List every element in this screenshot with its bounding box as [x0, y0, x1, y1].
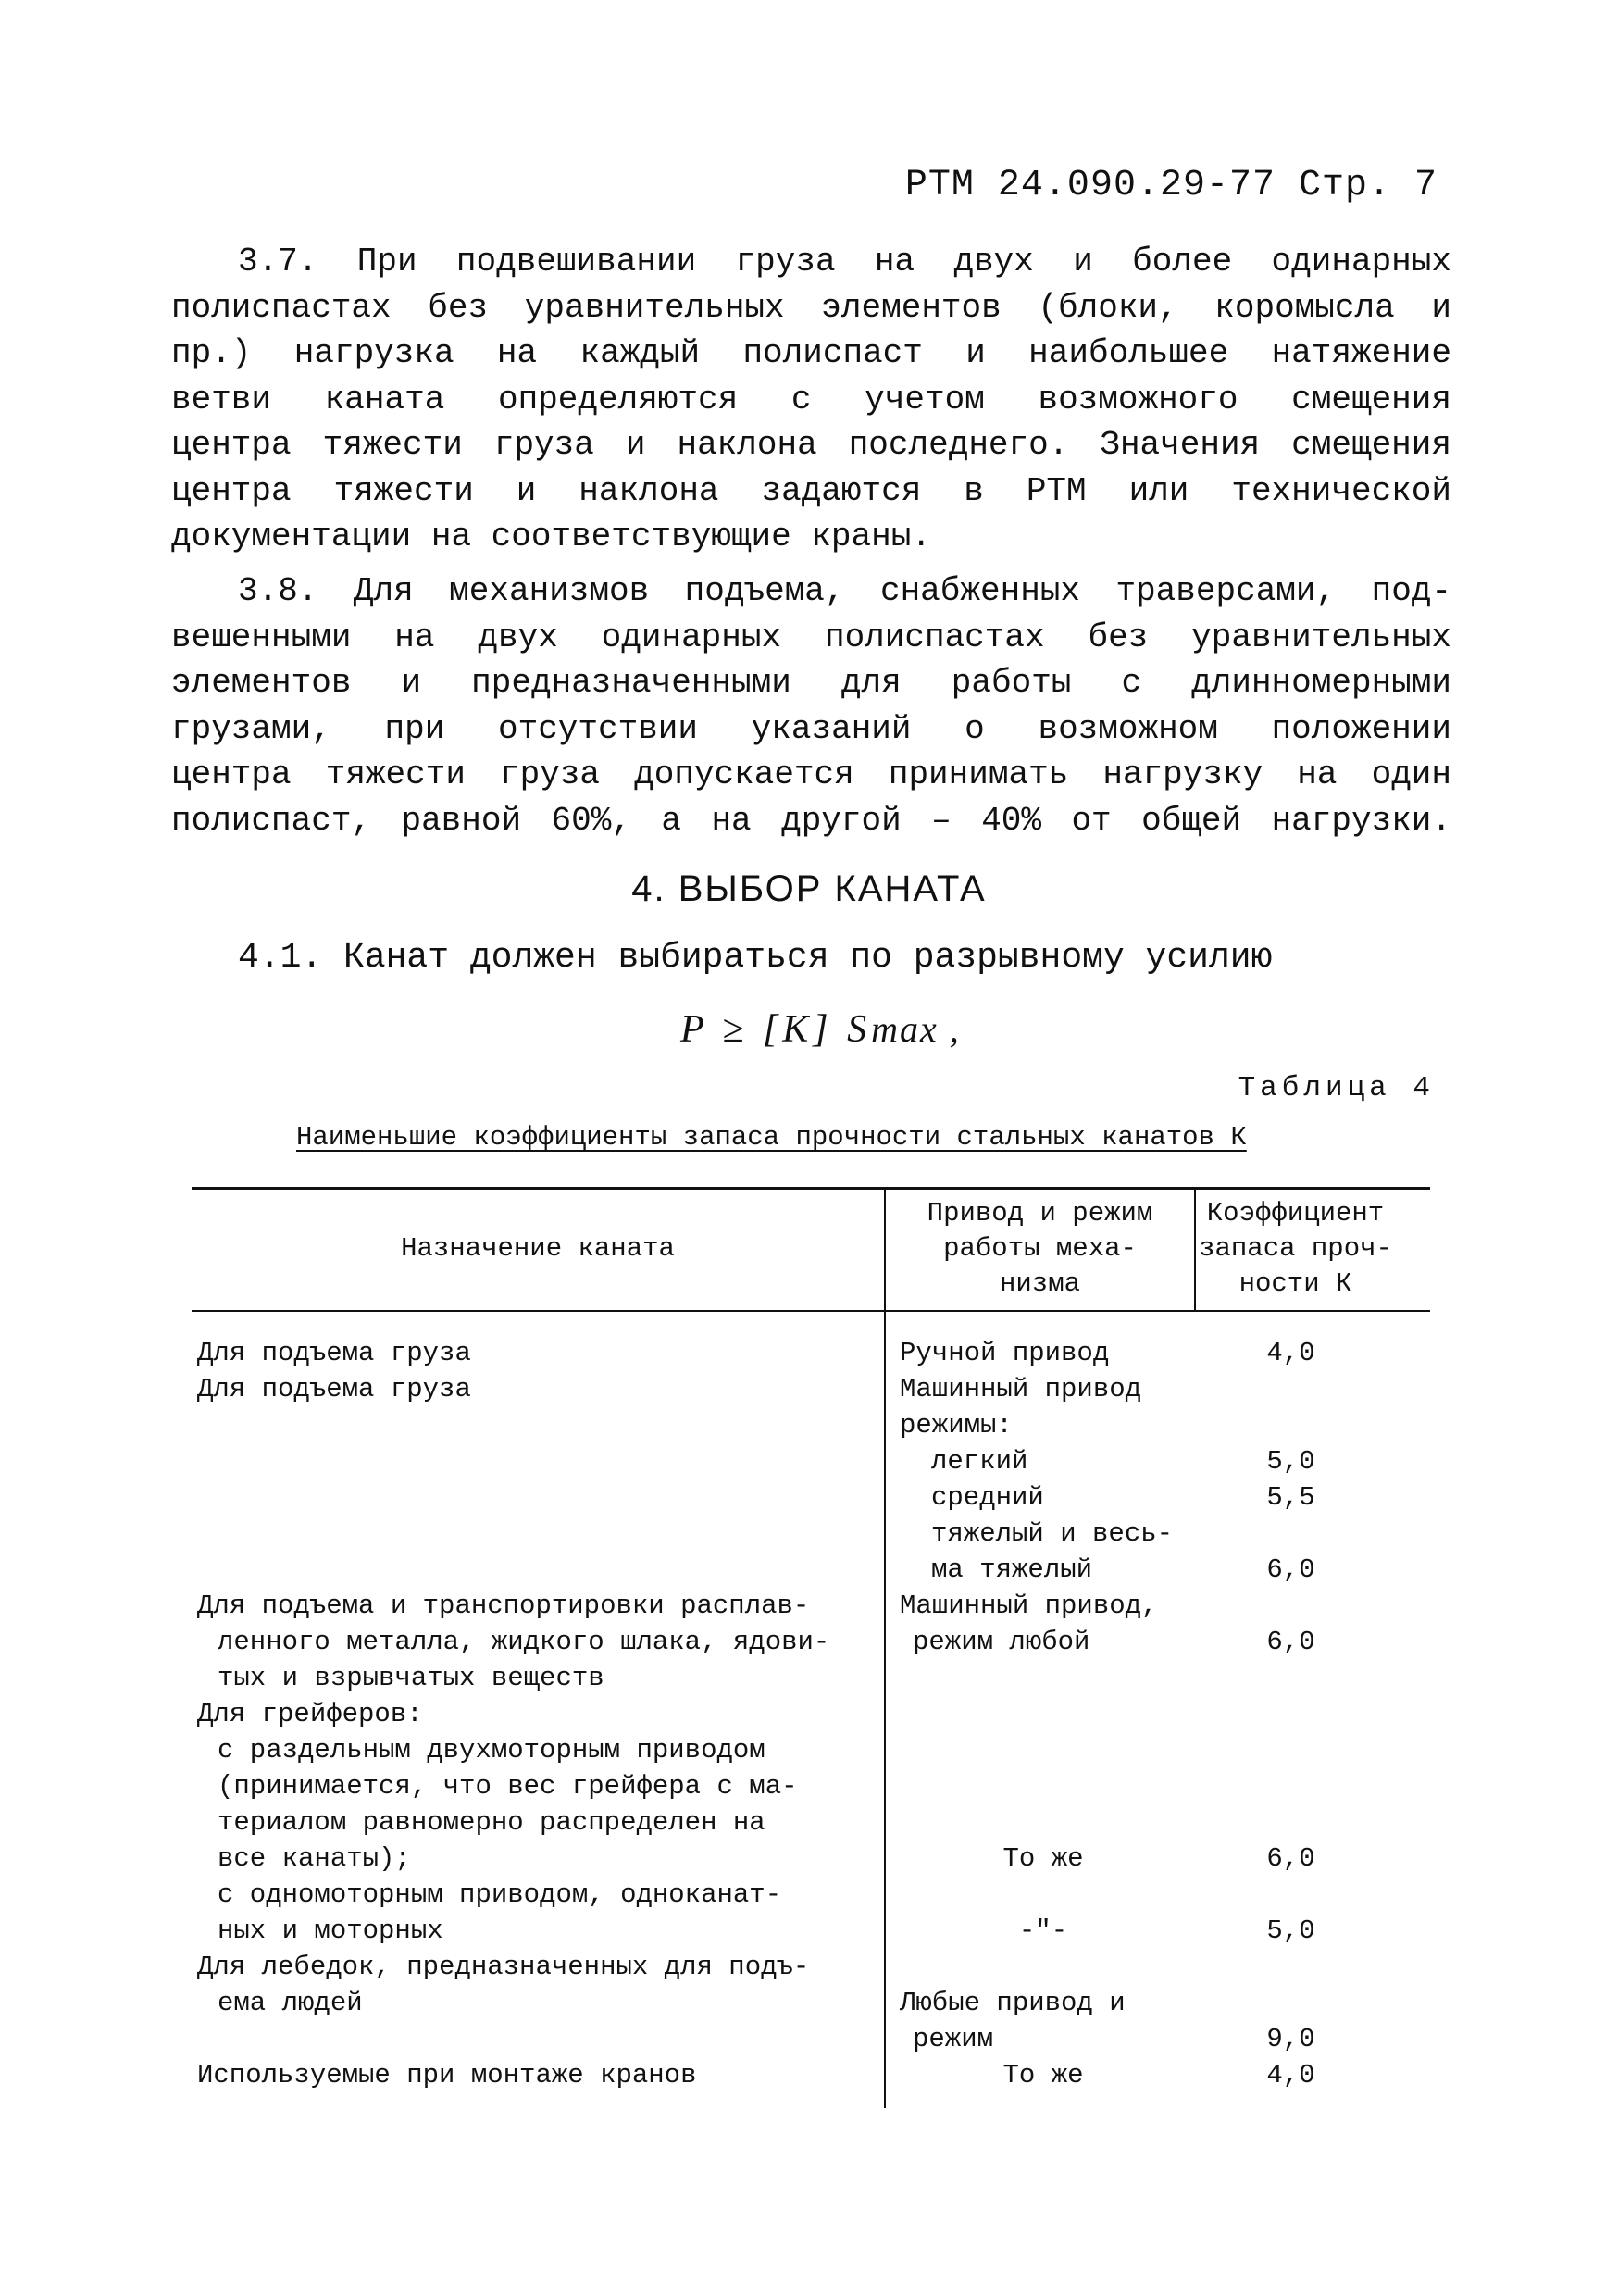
table-row — [192, 1841, 1430, 1877]
cell-purpose: с одномоторным приводом, одноканат- — [218, 1879, 782, 1910]
table-row — [192, 1913, 1430, 1949]
cell-purpose: ема людей — [218, 1988, 363, 2018]
cell-purpose: ных и моторных — [218, 1915, 443, 1946]
text-line: грузами, при отсутствии указаний о возможном положении — [171, 709, 1451, 748]
coefficients-table — [192, 1187, 1430, 2108]
text-line: 3.7. При подвешивании груза на двух и более одинарных — [238, 243, 1451, 281]
page-header: РТМ 24.090.29-77 Стр. 7 — [904, 165, 1438, 206]
text-line: вешенными на двух одинарных полиспастах без уравнительных — [171, 618, 1451, 656]
cell-coefficient: 6,0 — [1266, 1843, 1315, 1874]
formula-subscript: max , — [871, 1008, 961, 1050]
cell-drive: То же — [1002, 2060, 1084, 2090]
cell-purpose: Для лебедок, предназначенных для подъ- — [197, 1952, 810, 1982]
header-line: запаса проч- — [1199, 1233, 1392, 1264]
cell-purpose: териалом равномерно распределен на — [218, 1807, 765, 1838]
table-row — [192, 2021, 1430, 2057]
table-row — [192, 1804, 1430, 1841]
paragraph-3-8 — [171, 568, 1451, 843]
cell-purpose: тых и взрывчатых веществ — [218, 1663, 604, 1693]
cell-drive: -"- — [1018, 1915, 1068, 1946]
text-line: полиспаст, равной 60%, а на другой – 40% от общей нагрузки. — [171, 801, 1451, 840]
table-row — [192, 1335, 1430, 1371]
table-title: Наименьшие коэффициенты запаса прочности стальных канатов К — [296, 1122, 1247, 1153]
cell-drive: тяжелый и весь- — [931, 1518, 1174, 1549]
cell-purpose: Для подъема груза — [197, 1374, 471, 1404]
text-line: документации на соответствующие краны. — [171, 518, 931, 555]
table-row — [192, 1877, 1430, 1913]
header-drive — [886, 1196, 1194, 1302]
table-row — [192, 1660, 1430, 1696]
cell-coefficient: 4,0 — [1266, 1338, 1315, 1368]
table-row — [192, 1732, 1430, 1768]
cell-drive: ма тяжелый — [931, 1554, 1093, 1585]
table-row — [192, 1407, 1430, 1443]
text-line: центра тяжести и наклона задаются в РТМ или технической — [171, 471, 1451, 510]
table-row — [192, 1371, 1430, 1407]
cell-drive: режимы: — [900, 1410, 1013, 1441]
cell-purpose: Для грейферов: — [197, 1699, 423, 1729]
table-row — [192, 1624, 1430, 1660]
cell-drive: режим — [913, 2024, 994, 2054]
cell-coefficient: 5,0 — [1266, 1446, 1315, 1477]
table-row — [192, 1949, 1430, 1985]
table-row — [192, 1588, 1430, 1624]
text-line: элементов и предназначенными для работы с длинномерными — [171, 664, 1451, 702]
text-line: ветви каната определяются с учетом возможного смещения — [171, 380, 1451, 418]
cell-drive: Ручной привод — [900, 1338, 1110, 1368]
text-line: центра тяжести груза допускается принимать нагрузку на один — [171, 755, 1451, 793]
cell-purpose: все канаты); — [218, 1843, 411, 1874]
table-row — [192, 1479, 1430, 1516]
cell-coefficient: 9,0 — [1266, 2024, 1315, 2054]
header-line: Коэффициент — [1206, 1198, 1385, 1229]
cell-drive: Машинный привод, — [900, 1591, 1158, 1621]
table-row — [192, 1696, 1430, 1732]
header-coefficient — [1196, 1196, 1395, 1302]
cell-purpose: Для подъема груза — [197, 1338, 471, 1368]
cell-drive: средний — [931, 1482, 1044, 1513]
paragraph-3-7 — [171, 239, 1451, 560]
header-line: ности К — [1238, 1268, 1352, 1299]
table-row — [192, 1443, 1430, 1479]
table-label: Таблица 4 — [1238, 1072, 1435, 1104]
cell-drive: Любые привод и — [900, 1988, 1126, 2018]
cell-coefficient: 5,0 — [1266, 1915, 1315, 1946]
header-purpose: Назначение каната — [401, 1233, 675, 1264]
header-line: Привод и режим — [927, 1198, 1153, 1229]
formula-main: P ≥ [K] S — [680, 1008, 872, 1051]
table-row — [192, 1985, 1430, 2021]
section-heading: 4. ВЫБОР КАНАТА — [631, 868, 987, 909]
table-header-rule — [192, 1310, 1430, 1312]
cell-purpose: Используемые при монтаже кранов — [197, 2060, 697, 2090]
text-line: центра тяжести груза и наклона последнего. Значения смещения — [171, 426, 1451, 464]
cell-drive: легкий — [931, 1446, 1028, 1477]
table-row — [192, 1516, 1430, 1552]
paragraph-4-1: 4.1. Канат должен выбираться по разрывному усилию — [238, 938, 1273, 978]
text-line: полиспастах без уравнительных элементов (блоки, коромысла и — [171, 288, 1451, 327]
cell-drive: Машинный привод — [900, 1374, 1142, 1404]
table-row — [192, 2057, 1430, 2093]
cell-coefficient: 5,5 — [1266, 1482, 1315, 1513]
header-line: низма — [999, 1268, 1080, 1299]
cell-purpose: ленного металла, жидкого шлака, ядови- — [218, 1627, 830, 1657]
cell-coefficient: 4,0 — [1266, 2060, 1315, 2090]
cell-purpose: с раздельным двухмоторным приводом — [218, 1735, 765, 1766]
table-row — [192, 1768, 1430, 1804]
text-line: 3.8. Для механизмов подъема, снабженных траверсами, под- — [238, 572, 1451, 610]
cell-drive: То же — [1002, 1843, 1084, 1874]
text-line: пр.) нагрузка на каждый полиспаст и наибольшее натяжение — [171, 334, 1451, 372]
table-row — [192, 1552, 1430, 1588]
cell-coefficient: 6,0 — [1266, 1627, 1315, 1657]
cell-purpose: Для подъема и транспортировки расплав- — [197, 1591, 810, 1621]
cell-coefficient: 6,0 — [1266, 1554, 1315, 1585]
cell-drive: режим любой — [913, 1627, 1090, 1657]
header-line: работы меха- — [943, 1233, 1137, 1264]
cell-purpose: (принимается, что вес грейфера с ма- — [218, 1771, 798, 1802]
formula — [680, 1007, 961, 1052]
table-top-rule — [192, 1187, 1430, 1190]
